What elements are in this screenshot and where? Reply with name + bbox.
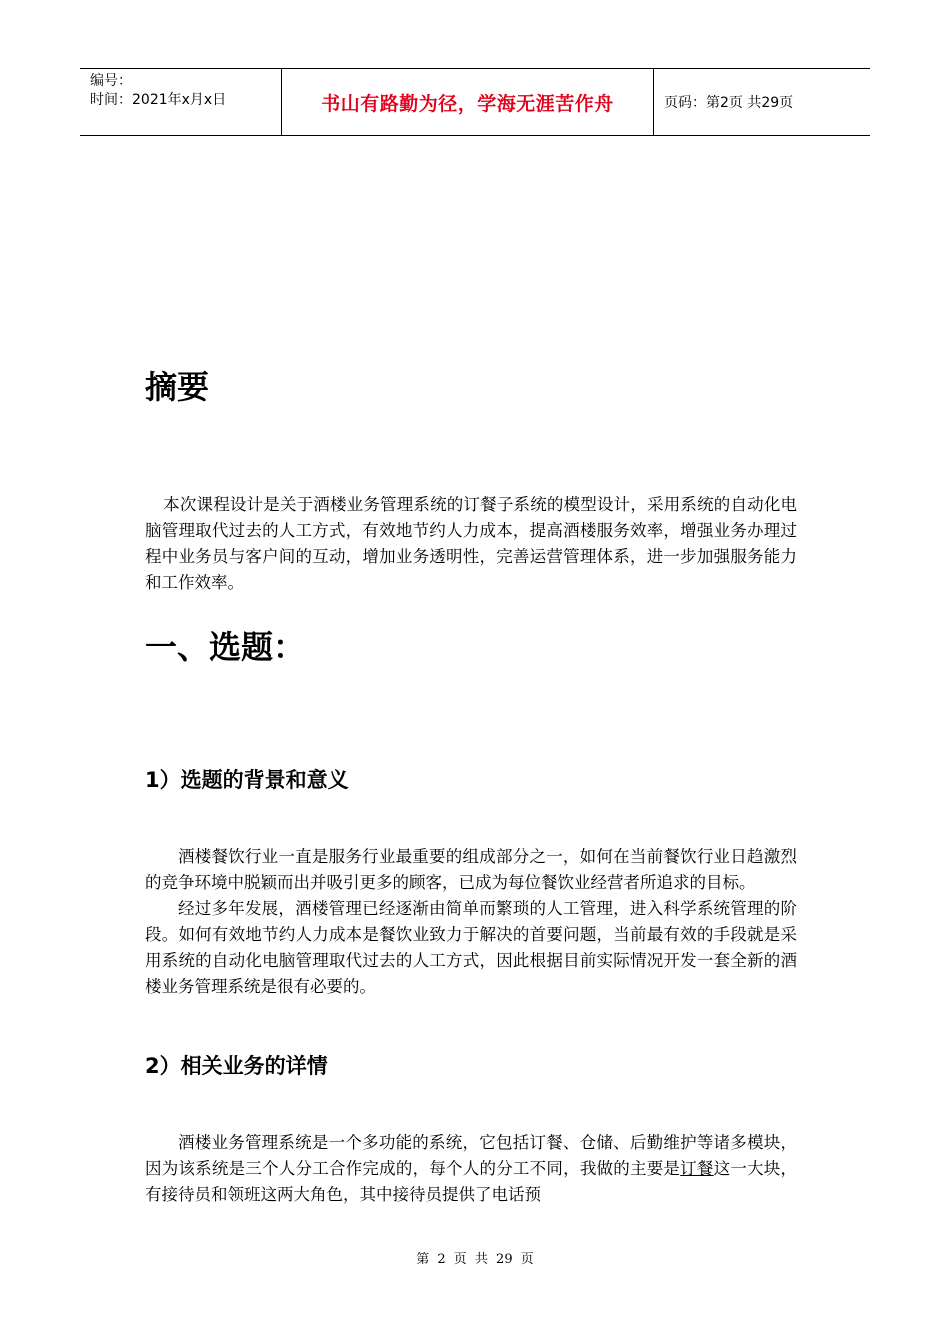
- page-footer: 第 2 页 共 29 页: [416, 1252, 534, 1267]
- subsection-title-details: 2）相关业务的详情: [145, 1054, 328, 1078]
- section-title: 一、选题：: [145, 628, 306, 666]
- abstract-body: [145, 492, 797, 596]
- abstract-paragraph: 本次课程设计是关于酒楼业务管理系统的订餐子系统的模型设计，采用系统的自动化电脑管理取代过去的人工方式，有效地节约人力成本，提高酒楼服务效率，增强业务办理过程中业务员与客户间的互动，增加业务透明性，完善运营管理体系，进一步加强服务能力和工作效率。: [145, 495, 797, 592]
- header-meta: [80, 69, 282, 135]
- document-header: [80, 68, 870, 136]
- subsection-body-background: [145, 844, 797, 1000]
- header-page-info: 页码：第2页 共29页: [664, 95, 794, 111]
- underlined-text: 订餐: [680, 1159, 714, 1178]
- header-motto: 书山有路勤为径，学海无涯苦作舟: [282, 69, 654, 135]
- paragraph: 酒楼餐饮行业一直是服务行业最重要的组成部分之一，如何在当前餐饮行业日趋激烈的竞争环境中脱颖而出并吸引更多的顾客，已成为每位餐饮业经营者所追求的目标。: [145, 847, 797, 892]
- time-label: 时间：2021年x月x日: [90, 92, 227, 108]
- paragraph: 经过多年发展，酒楼管理已经逐渐由简单而繁琐的人工管理，进入科学系统管理的阶段。如何有效地节约人力成本是餐饮业致力于解决的首要问题，当前最有效的手段就是采用系统的自动化电脑管理取代过去的人工方式，因此根据目前实际情况开发一套全新的酒楼业务管理系统是很有必要的。: [145, 899, 797, 996]
- paragraph-text: 酒楼业务管理系统是一个多功能的系统，它包括订餐、仓储、后勤维护等诸多模块，因为该系统是三个人分工合作完成的，每个人的分工不同，我做的主要是: [145, 1133, 797, 1178]
- paragraph-text: 这一大块，有接待员和领班这两大角色，其中接待员提供了电话预: [145, 1159, 798, 1204]
- subsection-body-details: [145, 1130, 797, 1208]
- subsection-title-background: 1）选题的背景和意义: [145, 768, 349, 792]
- abstract-title: 摘要: [145, 368, 210, 406]
- paragraph: [145, 1130, 797, 1208]
- number-label: 编号：: [90, 73, 132, 89]
